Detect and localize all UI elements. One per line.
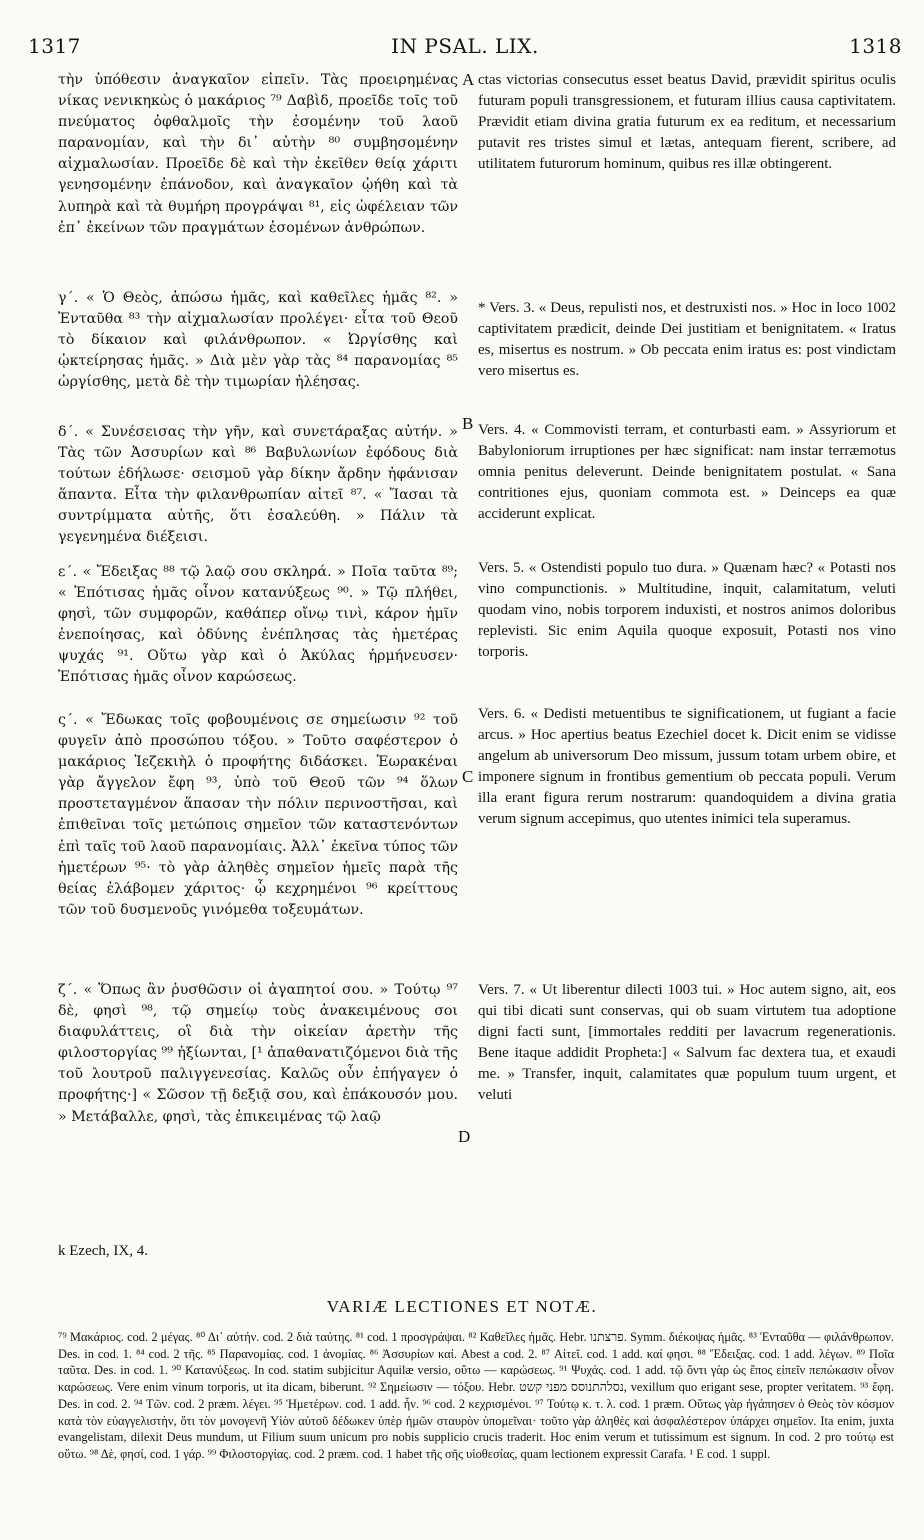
variae-lectiones-title: VARIÆ LECTIONES ET NOTÆ. [326, 1297, 598, 1316]
greek-paragraph-6: ζ΄. « Ὅπως ἂν ῥυσθῶσιν οἱ ἀγαπητοί σου. » Τούτῳ ⁹⁷ δὲ, φησὶ ⁹⁸, τῷ σημείῳ τοὺς ἀνακειμένους σοι διαφυλάττεις, οἳ διὰ τὴν οἰκείαν ἀρετὴν τῆς φιλοστοργίας ⁹⁹ ἠξίωνται, [¹ ἀπαθανατιζόμενοι διὰ τῆς τοῦ λουτροῦ παλιγγενεσίας. Καλῶς οὖν ἐπήγαγεν ὁ προφήτης·] « Σῶσον τῇ δεξιᾷ σου, καὶ ἐπάκουσόν μου. » Μετάβαλλε, φησὶ, τὰς ἐπικειμένας τῷ λαῷ [58, 982, 458, 1125]
greek-paragraph-4: ε΄. « Ἔδειξας ⁸⁸ τῷ λαῷ σου σκληρά. » Ποῖα ταῦτα ⁸⁹; « Ἐπότισας ἡμᾶς οἶνον κατανύξεως ⁹⁰. » Τῷ πλήθει, φησὶ, τῶν συμφορῶν, καθάπερ οἴνῳ τινὶ, κάρον ἡμῖν ἐνεποίησας, καὶ ὀδύνης ἐνέπλησας τὰς ἡμετέρας ψυχάς ⁹¹. Οὕτω γὰρ καὶ ὁ Ἀκύλας ἡρμήνευσεν· Ἐπότισας ἡμᾶς οἶνον καρώσεως. [58, 564, 458, 686]
greek-paragraph-2: γ΄. « Ὁ Θεὸς, ἀπώσω ἡμᾶς, καὶ καθεῖλες ἡμᾶς ⁸². » Ἐνταῦθα ⁸³ τὴν αἰχμαλωσίαν προλέγει· εἶτα τοῦ Θεοῦ τὸ δίκαιον καὶ φιλάνθρωπον. « Ὠργίσθης καὶ ᾠκτείρησας ἡμᾶς. » Διὰ μὲν γὰρ τὰς ⁸⁴ παρανομίας ⁸⁵ ὠργίσθης, μετὰ δὲ τὴν τιμωρίαν ἠλέησας. [58, 290, 458, 391]
margin-marker-b: B [462, 414, 474, 433]
page-number-right: 1318 [849, 34, 902, 58]
greek-paragraph-1: τὴν ὑπόθεσιν ἀναγκαῖον εἰπεῖν. Τὰς προειρημένας νίκας νενικηκὼς ὁ μακάριος ⁷⁹ Δαβὶδ, προεῖδε τοῖς τοῦ πνεύματος ὀφθαλμοῖς τὴν ἐσομένην τοῦ λαοῦ παρανομίαν, καὶ τὴν δι᾽ αὐτὴν ⁸⁰ συμβησομένην αἰχμαλωσίαν. Προεῖδε δὲ καὶ τὴν ἐκεῖθεν θείᾳ χάριτι γενησομένην ἐπάνοδον, καὶ ἀναγκαῖον ᾠήθη καὶ τὰ λυπηρὰ καὶ τὰ θυμήρη προγράψαι ⁸¹, εἰς ὠφέλειαν τῶν ἐπ᾽ ἐκείνων τῶν πραγμάτων ἐσομένων ἀνθρώπων. [58, 72, 458, 236]
footnote: k Ezech, IX, 4. [58, 1243, 148, 1259]
margin-marker-c: C [462, 767, 474, 786]
running-title: IN PSAL. LIX. [391, 34, 539, 58]
latin-paragraph-5: Vers. 6. « Dedisti metuentibus te significationem, ut fugiant a facie arcus. » Hoc apertius beatus Ezechiel docet k. Dicit enim se vidisse angelum ab universorum Deo missum, jussum totam urbem obire, et imponere signum in frontibus gementium ob peccata populi. Verum illa erant figura rerum nostrarum: quandoquidem a divina gratia verum signum accepimus, quo utentes inimici tela superamus. [478, 706, 896, 828]
margin-marker-d: D [458, 1127, 471, 1146]
greek-paragraph-5: ς΄. « Ἔδωκας τοῖς φοβουμένοις σε σημείωσιν ⁹² τοῦ φυγεῖν ἀπὸ προσώπου τόξου. » Τοῦτο σαφέστερον ὁ μακάριος Ἰεζεκιὴλ ὁ προφήτης διδάσκει. Ἑωρακέναι γὰρ ἄγγελον ἔφη ⁹³, ὑπὸ τοῦ Θεοῦ τῶν ⁹⁴ ὅλων προστεταγμένον ἅπασαν τὴν πόλιν περινοστῆσαι, καὶ ἐπιθεῖναι τοῖς μετώποις σημεῖον τῶν καταστενόντων ἐπὶ ταῖς τοῦ λαοῦ παρανομίαις. Ἀλλ᾽ ἐκεῖνα τύπος τῶν ἡμετέρων ⁹⁵· τὸ γὰρ ἀληθὲς σημεῖον ἡμεῖς παρὰ τῆς θείας ἐλάβομεν χάριτος· ᾧ κεχρημένοι ⁹⁶ κρείττους τῶν τοῦ δυσμενοῦς γινόμεθα τοξευμάτων. [58, 712, 458, 918]
page-header [28, 34, 902, 60]
latin-paragraph-6: Vers. 7. « Ut liberentur dilecti 1003 tui. » Hoc autem signo, ait, eos qui tibi dicati sunt conservas, qui ob suam virtutem tua adoptione digni facti sunt, [immortales redditi per lavacrum regenerationis. Bene itaque addidit Propheta:] « Salvum fac dextera tua, et exaudi me. » Transfer, inquit, calamitates quæ populum tuum urgent, et veluti [478, 982, 896, 1104]
margin-marker-a: A [462, 70, 475, 89]
latin-paragraph-3: Vers. 4. « Commovisti terram, et conturbasti eam. » Assyriorum et Babyloniorum irruptiones per hæc significat: nam instar terræmotus omnia penitus deleverunt. Deinde benignitatem postulat. « Sana contritiones ejus, quoniam commota est. » Deinceps ea quæ acciderunt explicat. [478, 422, 896, 523]
page-number-left: 1317 [28, 34, 81, 58]
greek-paragraph-3: δ΄. « Συνέσεισας τὴν γῆν, καὶ συνετάραξας αὐτήν. » Τὰς τῶν Ἀσσυρίων καὶ ⁸⁶ Βαβυλωνίων ἐφόδους διὰ τούτων ἐδήλωσε· σεισμοῦ γὰρ δίκην ἄρδην ἠφάνισαν ἅπαντα. Εἶτα τὴν φιλανθρωπίαν αἰτεῖ ⁸⁷. « Ἴασαι τὰ συντρίμματα αὐτῆς, ὅτι ἐσαλεύθη. » Πάλιν τὰ γεγενημένα διέξεισι. [58, 424, 458, 546]
variae-lectiones-text: ⁷⁹ Μακάριος. cod. 2 μέγας. ⁸⁰ Δι᾽ αὐτήν. cod. 2 διὰ ταύτης. ⁸¹ cod. 1 προσγράψαι. ⁸² Καθεῖλες ἡμᾶς. Hebr. פרצתנו. Symm. διέκοψας ἡμᾶς. ⁸³ Ἐνταῦθα — φιλάνθρωπον. Des. in cod. 1. ⁸⁴ cod. 2 τῆς. ⁸⁵ Παρανομίας. cod. 1 ἀνομίας. ⁸⁶ Ἀσσυρίων καί. Abest a cod. 2. ⁸⁷ Αἰτεῖ. cod. 1 add. καί φησι. ⁸⁸ Ἔδειξας. cod. 1 add. λέγων. ⁸⁹ Ποῖα ταῦτα. Des. in cod. 1. ⁹⁰ Κατανύξεως. In cod. statim subjicitur Aquilæ versio, οὕτω — καρώσεως. ⁹¹ Ψυχάς. cod. 1 add. τῷ ὄντι γὰρ ὡς ἔπος εἰπεῖν πεπώκασιν οἶνον καρώσεως. Vere enim vinum torporis, ut ita dicam, biberunt. ⁹² Σημείωσιν — τόξου. Hebr. נסלהתנוסס מפני קשט, vexillum quo erigant sese, propter veritatem. ⁹³ ἔφη. Des. in cod. 2. ⁹⁴ Τῶν. cod. 2 præm. λέγει. ⁹⁵ Ἡμετέρων. cod. 1 add. ἦν. ⁹⁶ cod. 2 κεχρισμένοι. ⁹⁷ Τούτῳ κ. τ. λ. cod. 1 præm. Οὕτως γὰρ ἠγάπησεν ὁ Θεὸς τὸν κόσμον κατὰ τὸν εὐαγγελιστὴν, ὅτι τὸν μονογενῆ Υἱὸν αὐτοῦ δέδωκεν ὑπὲρ ἡμῶν σταυρὸν ὑπομεῖναι· τοῦτο γὰρ ἀληθὲς καὶ ἀσφαλέστερον ὑπάρχει σημεῖον. Ita enim, juxta evangelistam, dilexit Deus mundum, ut Filium suum unicum pro nobis supplicio crucis traderit. Hoc enim verum et tutissimum est signum. In cod. 2 pro τούτῳ est οὕτω. ⁹⁸ Δὲ, φησί, cod. 1 γάρ. ⁹⁹ Φιλοστοργίας. cod. 2 præm. cod. 1 habet τῆς σῆς υἱοθεσίας, quam lectionem expressit Carafa. ¹ E cod. 1 suppl. [58, 1330, 894, 1461]
latin-paragraph-1: ctas victorias consecutus esset beatus David, prævidit spiritus oculis futuram populi transgressionem, et futuram illius causa captivitatem. Prævidit etiam divina gratia futurum ex ea reditum, et necessarium putavit res tristes simul et lætas, antequam fierent, scribere, ad utilitatem futurorum hominum, quibus res illæ obtingerent. [478, 72, 896, 173]
latin-paragraph-2: * Vers. 3. « Deus, repulisti nos, et destruxisti nos. » Hoc in loco 1002 captivitatem prædicit, deinde Dei justitiam et benignitatem. « Iratus es, misertus es nostrum. » Ob peccata enim iratus es: post vindictam vero misertus es. [478, 300, 896, 380]
latin-paragraph-4: Vers. 5. « Ostendisti populo tuo dura. » Quænam hæc? « Potasti nos vino compunctionis. » Multitudine, inquit, calamitatum, veluti quodam vino, nobis torporem induxisti, et nostros animos doloribus replevisti. Sic enim Aquila quoque exposuit, Potasti nos vino torporis. [478, 560, 896, 661]
